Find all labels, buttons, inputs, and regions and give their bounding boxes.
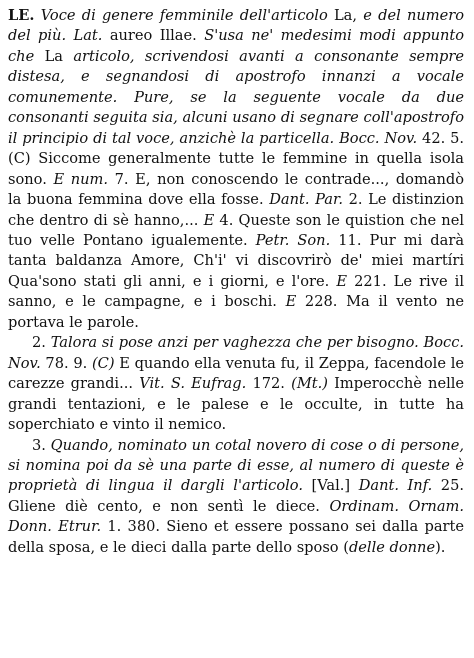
text-segment: Lat. (73, 27, 103, 45)
definition-text: Quando, nominato un cotal novero di cose o di persone, si nomina poi da sè una parte di esse, al numero di queste è proprietà di lingua il dargli l'articolo. (8, 436, 464, 495)
entry-le-paragraph-3 (8, 436, 464, 559)
text-segment: [Val.] (311, 477, 351, 495)
text-segment: 4. Queste son le quistion che nel tuo velle Pontano igualemente. (8, 211, 464, 249)
definition-text: Voce di genere femminile dell'articolo (40, 7, 328, 24)
citation: E (336, 272, 348, 290)
text-segment: E quando ella venuta fu, il Zeppa, facendole le carezze grandi... (8, 354, 464, 393)
citation: Dant. Inf. (358, 477, 433, 495)
text-segment: 172. (252, 375, 285, 393)
text-segment: Imperocchè nelle grandi tentazioni, e le palese e le occulte, in tutte ha soperchiato e vinto il nemico. (8, 375, 465, 434)
entry-headword: LE. (8, 7, 35, 24)
citation: Petr. Son. (255, 231, 331, 249)
text-segment: 42. 5. (422, 129, 465, 147)
text-segment: 7. E, non conoscendo le contrade..., domandò la buona femmina dove ella fosse. (8, 170, 465, 209)
text-segment: 25. Gliene diè cento, e non sentì le diece. (8, 477, 465, 515)
entry-le-paragraph-2 (8, 333, 464, 435)
text-segment: 78. 9. (45, 354, 88, 372)
sense-number: 3. (32, 436, 46, 454)
text-segment: 2. Le distinzion che dentro di sè hanno,... (8, 191, 465, 229)
citation: Bocc. Nov. (339, 129, 418, 147)
text-segment: delle donne (348, 538, 436, 556)
entry-le-paragraph-1 (8, 6, 464, 333)
text-segment: 11. Pur mi darà tanta baldanza Amore, Ch'i' vi discovrirò de' miei martíri Qua'sono stati gli anni, e i giorni, e l'ore. (8, 231, 465, 290)
sense-number: 2. (32, 334, 46, 352)
citation: E (203, 211, 215, 229)
citation: E (285, 293, 297, 311)
citation: E num. (53, 170, 109, 188)
text-segment: 228. Ma il vento ne portava le parole. (8, 293, 465, 331)
citation: Bocc. Nov. (8, 334, 465, 372)
text-segment: articolo, (73, 47, 135, 65)
text-segment: 221. Le rive il sanno, e le campagne, e i boschi. (8, 272, 464, 311)
text-segment: ). (435, 538, 446, 556)
text-segment: (C) (8, 150, 31, 168)
text-segment: La, (333, 7, 358, 24)
text-segment: (C) (91, 354, 115, 372)
example-quote: Siccome generalmente tutte le femmine in quella isola sono. (8, 150, 465, 188)
text-segment: S'usa ne' medesimi modi appunto che (8, 27, 465, 65)
text-segment: scrivendosi avanti a consonante sempre distesa, e segnandosi di apostrofo innanzi a vocale comunemente. Pure, se la seguente vocale da due consonanti seguita sia, alcuni usano di segnare coll'apostrofo il principio di tal voce, anzichè la particella. (8, 47, 464, 147)
text-segment: aureo Illae. (109, 27, 197, 45)
text-segment: e del numero del più. (8, 7, 465, 45)
text-segment: (Mt.) (291, 375, 328, 393)
citation: Vit. S. Eufrag. (139, 375, 247, 393)
text-segment: La (44, 47, 63, 65)
definition-text: Talora si pose anzi per vaghezza che per bisogno. (50, 334, 419, 352)
citation: Dant. Par. (269, 191, 343, 209)
text-segment: 1. 380. Sieno et essere possano sei dalla parte della sposa, e le dieci dalla parte dello sposo ( (8, 518, 465, 556)
citation: Ordinam. Ornam. Donn. Etrur. (8, 497, 464, 536)
